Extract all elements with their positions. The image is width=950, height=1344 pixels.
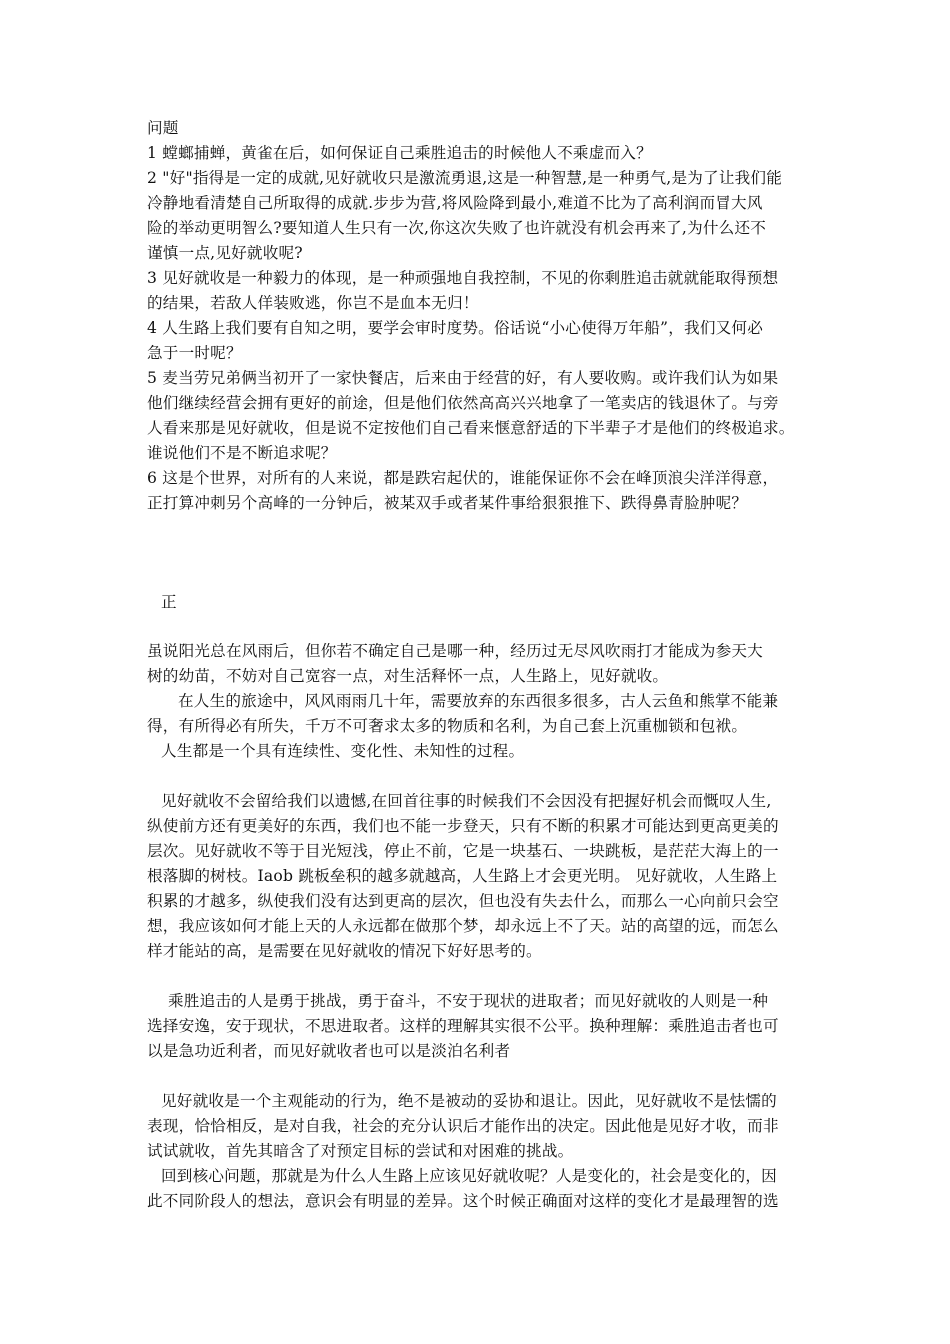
argument-line: 得，有所得必有所失，千万不可奢求太多的物质和名利，为自己套上沉重枷锁和包袱。 bbox=[147, 717, 748, 735]
side-title: 正 bbox=[161, 593, 177, 611]
argument-line: 乘胜追击的人是勇于挑战，勇于奋斗，不安于现状的进取者；而见好就收的人则是一种 bbox=[168, 992, 769, 1010]
question-line: 1 螳螂捕蝉，黄雀在后，如何保证自己乘胜追击的时候他人不乘虚而入？ bbox=[147, 144, 652, 162]
question-line: 2 "好"指得是一定的成就,见好就收只是激流勇退,这是一种智慧,是一种勇气,是为了让我们能 bbox=[147, 169, 783, 187]
argument-line: 选择安逸，安于现状，不思进取者。这样的理解其实很不公平。换种理解：乘胜追击者也可 bbox=[147, 1017, 779, 1035]
argument-line: 见好就收不会留给我们以遗憾,在回首往事的时候我们不会因没有把握好机会而慨叹人生, bbox=[161, 792, 772, 810]
argument-line: 虽说阳光总在风雨后，但你若不确定自己是哪一种，经历过无尽风吹雨打才能成为参天大 bbox=[147, 642, 763, 660]
question-line: 谨慎一点,见好就收呢? bbox=[147, 244, 303, 262]
argument-line: 样才能站的高，是需要在见好就收的情况下好好思考的。 bbox=[147, 942, 542, 960]
question-line: 5 麦当劳兄弟俩当初开了一家快餐店，后来由于经营的好，有人要收购。或许我们认为如果 bbox=[147, 369, 779, 387]
question-line: 人看来那是见好就收，但是说不定按他们自己看来惬意舒适的下半辈子才是他们的终极追求。 bbox=[147, 419, 795, 437]
question-line: 他们继续经营会拥有更好的前途，但是他们依然高高兴兴地拿了一笔卖店的钱退休了。与旁 bbox=[147, 394, 779, 412]
argument-line: 层次。见好就收不等于目光短浅，停止不前，它是一块基石、一块跳板，是茫茫大海上的一 bbox=[147, 842, 779, 860]
question-line: 急于一时呢？ bbox=[147, 344, 242, 362]
argument-line: 树的幼苗，不妨对自己宽容一点，对生活释怀一点，人生路上，见好就收。 bbox=[147, 667, 669, 685]
question-line: 4 人生路上我们要有自知之明，要学会审时度势。俗话说“小心使得万年船”，我们又何必 bbox=[147, 319, 763, 337]
argument-line: 以是急功近利者，而见好就收者也可以是淡泊名利者 bbox=[147, 1042, 511, 1060]
argument-line: 表现，恰恰相反，是对自我，社会的充分认识后才能作出的决定。因此他是见好才收，而非 bbox=[147, 1117, 779, 1135]
argument-line: 人生都是一个具有连续性、变化性、未知性的过程。 bbox=[161, 742, 525, 760]
argument-line: 积累的才越多，纵使我们没有达到更高的层次，但也没有失去什么，而那么一心向前只会空 bbox=[147, 892, 779, 910]
argument-line: 在人生的旅途中，风风雨雨几十年，需要放弃的东西很多很多，古人云鱼和熊掌不能兼 bbox=[178, 692, 779, 710]
questions-title: 问题 bbox=[147, 119, 179, 137]
argument-line: 回到核心问题，那就是为什么人生路上应该见好就收呢？人是变化的，社会是变化的，因 bbox=[161, 1167, 777, 1185]
argument-line: 根落脚的树枝。Iaob 跳板垒积的越多就越高，人生路上才会更光明。 见好就收，人生路上 bbox=[147, 867, 778, 885]
question-line: 的结果，若敌人佯装败逃，你岂不是血本无归！ bbox=[147, 294, 479, 312]
argument-line: 此不同阶段人的想法，意识会有明显的差异。这个时候正确面对这样的变化才是最理智的选 bbox=[147, 1192, 779, 1210]
question-line: 6 这是个世界，对所有的人来说，都是跌宕起伏的，谁能保证你不会在峰顶浪尖洋洋得意， bbox=[147, 469, 779, 487]
question-line: 正打算冲刺另个高峰的一分钟后，被某双手或者某件事给狠狠推下、跌得鼻青脸肿呢？ bbox=[147, 494, 748, 512]
argument-line: 纵使前方还有更美好的东西，我们也不能一步登天，只有不断的积累才可能达到更高更美的 bbox=[147, 817, 779, 835]
argument-line: 见好就收是一个主观能动的行为，绝不是被动的妥协和退让。因此，见好就收不是怯懦的 bbox=[161, 1092, 777, 1110]
argument-line: 试试就收，首先其暗含了对预定目标的尝试和对困难的挑战。 bbox=[147, 1142, 574, 1160]
question-line: 谁说他们不是不断追求呢？ bbox=[147, 444, 337, 462]
question-line: 险的举动更明智么?要知道人生只有一次,你这次失败了也许就没有机会再来了,为什么还不 bbox=[147, 219, 767, 237]
question-line: 3 见好就收是一种毅力的体现，是一种顽强地自我控制，不见的你剩胜追击就就能取得预想 bbox=[147, 269, 779, 287]
argument-line: 想，我应该如何才能上天的人永远都在做那个梦，却永远上不了天。站的高望的远，而怎么 bbox=[147, 917, 779, 935]
question-line: 冷静地看清楚自己所取得的成就.步步为营,将风险降到最小,难道不比为了高利润而冒大风 bbox=[147, 194, 763, 212]
